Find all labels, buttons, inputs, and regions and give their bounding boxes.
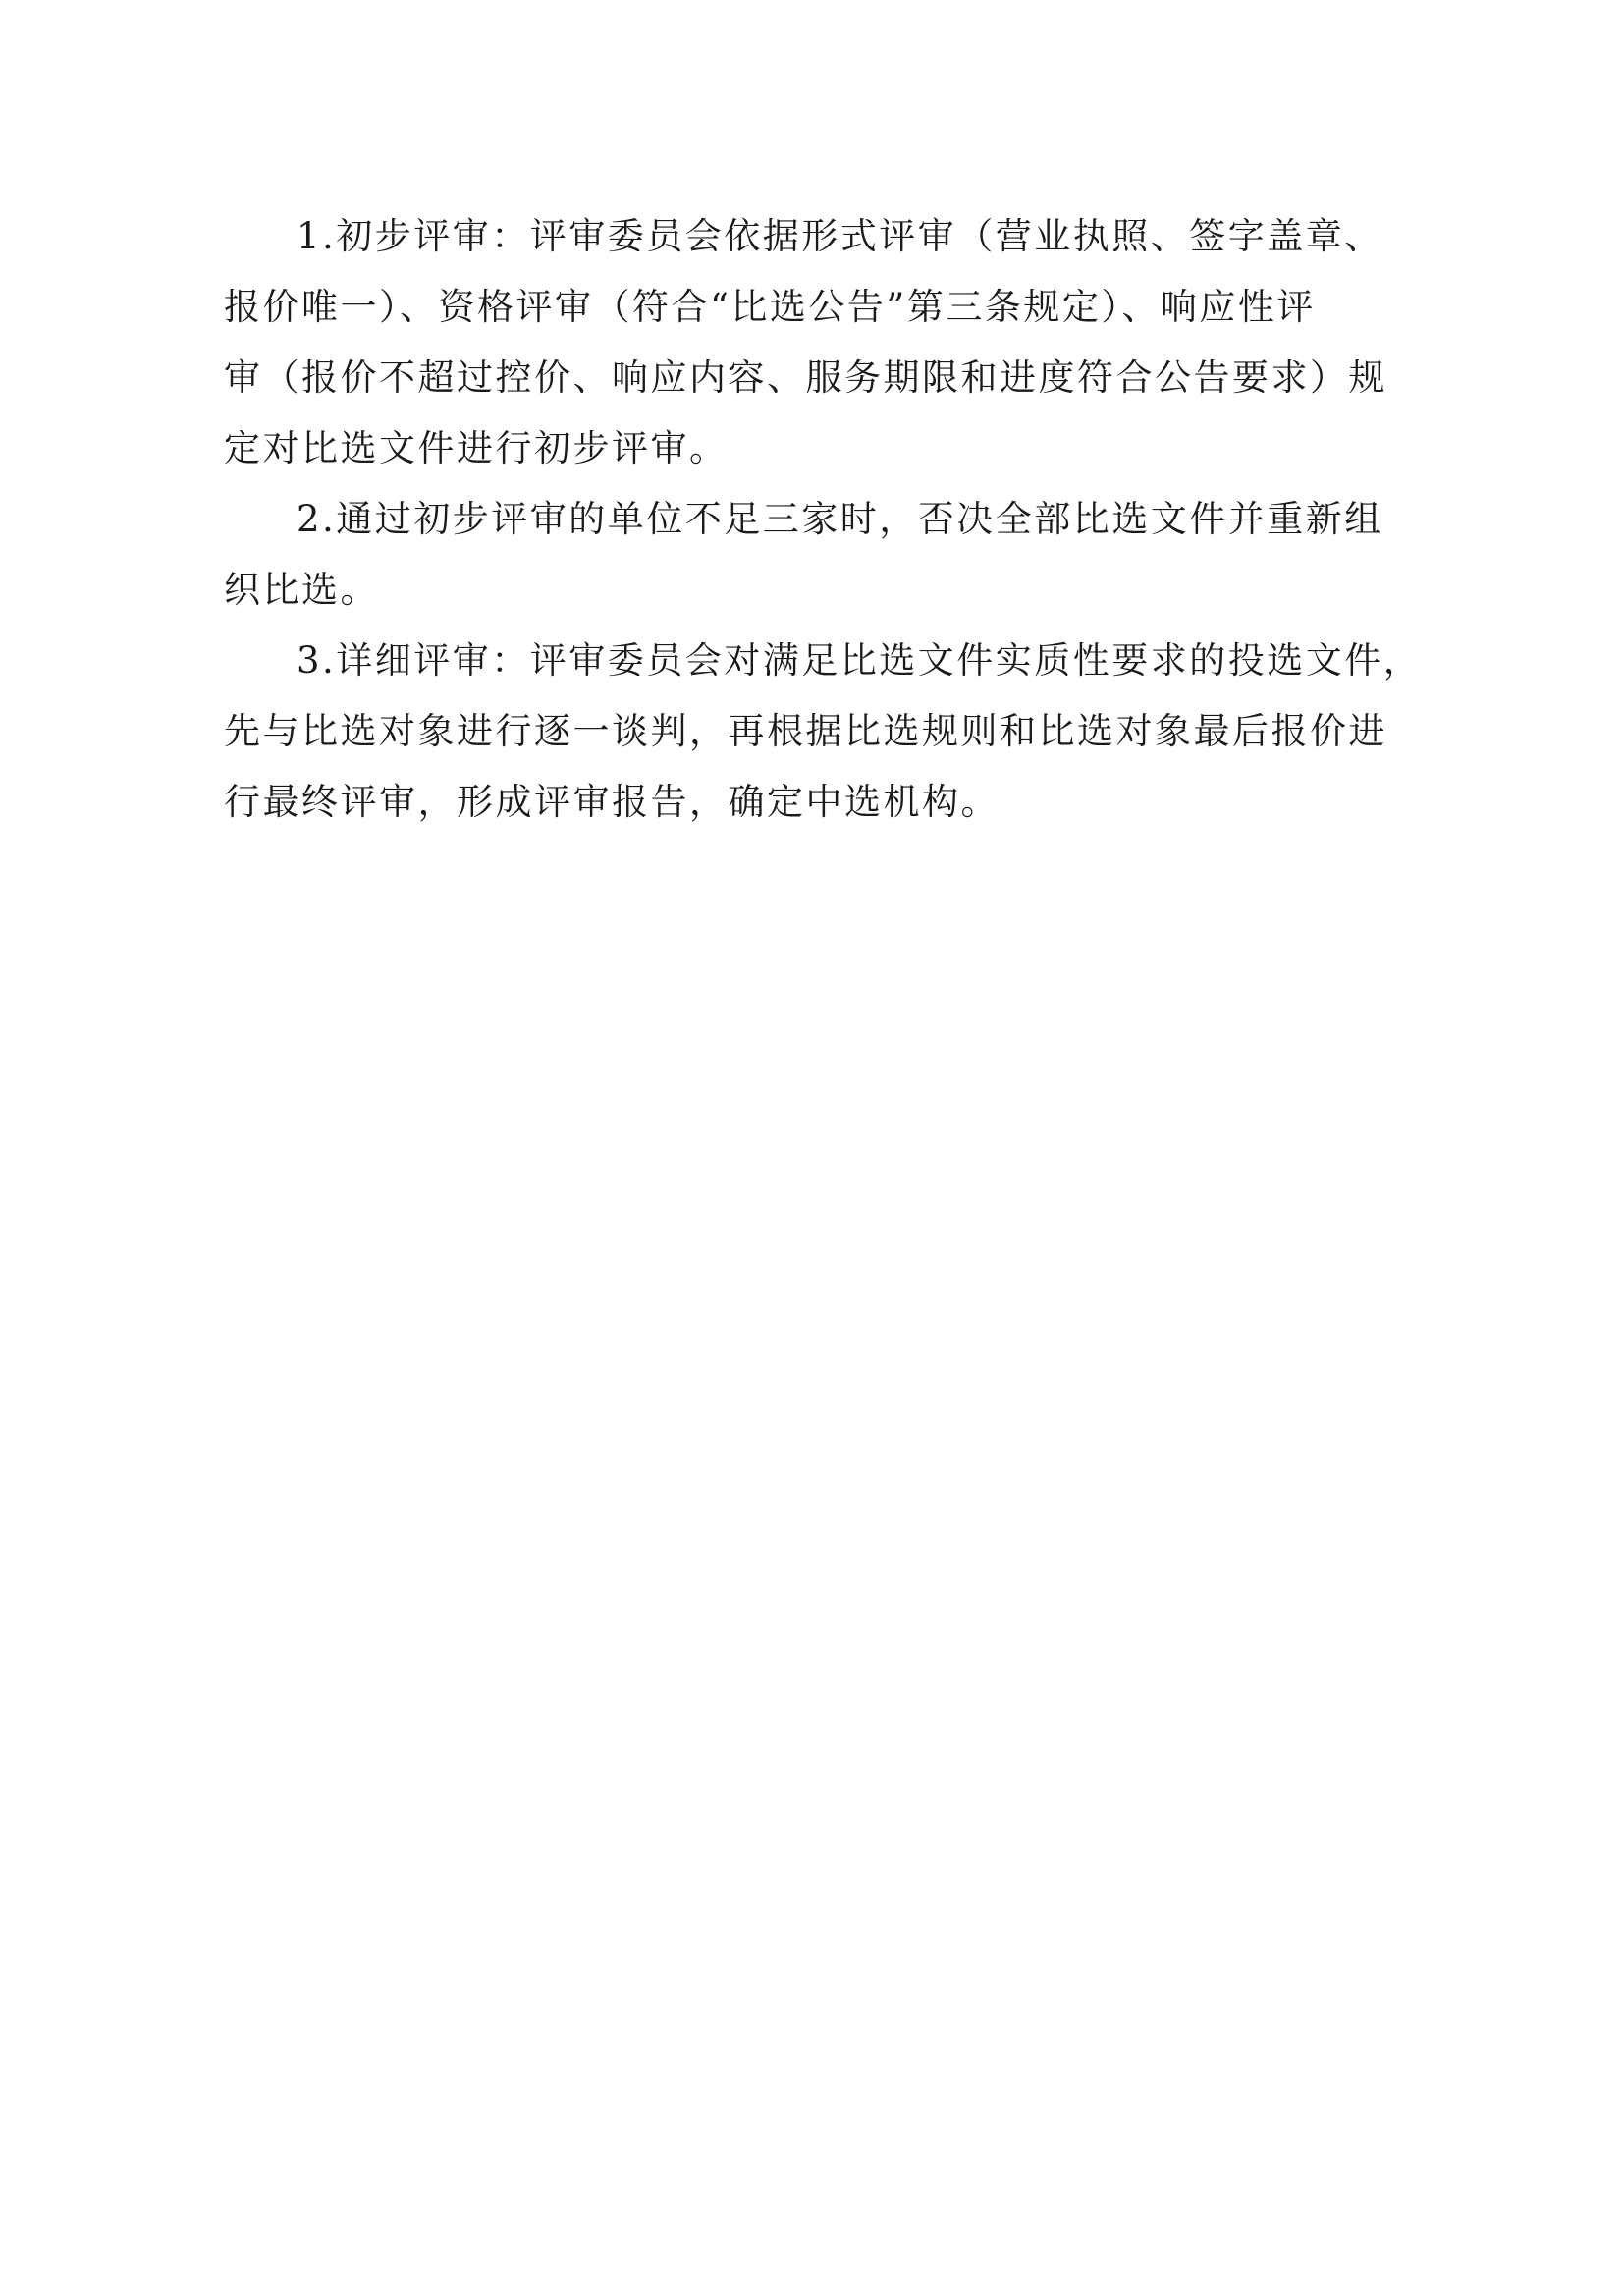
text-line: 报价唯一）、资格评审（符合“比选公告”第三条规定）、响应性评 (224, 286, 1316, 328)
text-line: 2.通过初步评审的单位不足三家时，否决全部比选文件并重新组 (297, 498, 1383, 540)
text-line: 1.初步评审：评审委员会依据形式评审（营业执照、签字盖章、 (297, 215, 1383, 257)
paragraph-rebid-rule (224, 484, 1383, 626)
text-line: 行最终评审，形成评审报告，确定中选机构。 (224, 781, 1000, 823)
text-line: 定对比选文件进行初步评审。 (224, 427, 729, 469)
text-line: 审（报价不超过控价、响应内容、服务期限和进度符合公告要求）规 (224, 356, 1387, 399)
text-line: 3.详细评审：评审委员会对满足比选文件实质性要求的投选文件， (297, 639, 1423, 682)
text-line: 先与比选对象进行逐一谈判，再根据比选规则和比选对象最后报价进 (224, 710, 1387, 752)
body-text (224, 201, 1423, 838)
text-line: 织比选。 (224, 569, 379, 611)
paragraph-detailed-review (224, 626, 1423, 838)
paragraph-preliminary-review (224, 201, 1387, 484)
